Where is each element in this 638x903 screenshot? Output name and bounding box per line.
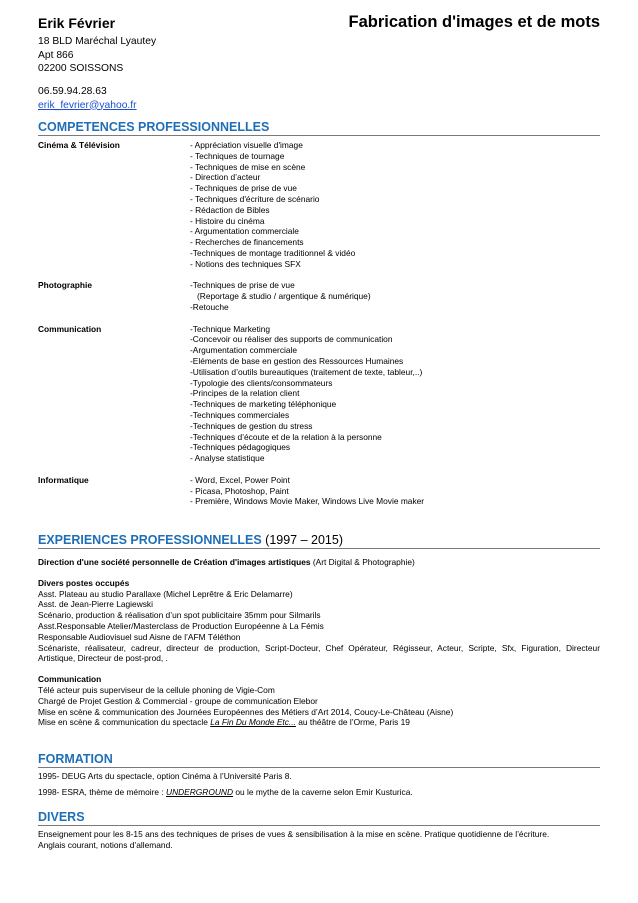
- exp-text: Mise en scène & communication du spectacle: [38, 717, 211, 728]
- skill-item: -Techniques de prise de vue: [190, 280, 295, 291]
- person-name: Erik Février: [38, 15, 116, 31]
- skill-item: - Techniques de prise de vue: [190, 183, 297, 194]
- communication-block: [38, 674, 600, 728]
- skill-item: - Techniques d'écriture de scénario: [190, 193, 320, 204]
- experience-period: (1997 – 2015): [265, 533, 343, 547]
- skill-items: [190, 324, 600, 464]
- skill-item: - Techniques de mise en scène: [190, 161, 306, 172]
- divers-section: [38, 810, 600, 851]
- address-line: 02200 SOISSONS: [38, 63, 124, 74]
- skill-items: [190, 475, 600, 507]
- show-title: La Fin Du Monde Etc...: [210, 717, 296, 728]
- skill-item: - Techniques de tournage: [190, 150, 285, 161]
- skill-item: - Picasa, Photoshop, Paint: [190, 485, 289, 496]
- company-line: [38, 557, 600, 568]
- document-title: Fabrication d'images et de mots: [348, 13, 600, 31]
- skill-category: Photographie: [38, 280, 92, 291]
- divers-line: Enseignement pour les 8-15 ans des techniques de prises de vues & sensibilisation à la mise en scène. Pratique quotidienne de l’écriture.: [38, 829, 550, 839]
- company-name: Direction d'une société personnelle de Création d'images artistiques: [38, 557, 311, 567]
- skill-item: -Techniques de marketing téléphonique: [190, 399, 337, 410]
- skill-item: - Histoire du cinéma: [190, 215, 265, 226]
- phone-number: 06.59.94.28.63: [38, 86, 107, 97]
- experiences-section: [38, 533, 600, 728]
- section-title-divers: DIVERS: [38, 810, 600, 826]
- formation-body: [38, 771, 600, 798]
- skill-item: -Techniques de montage traditionnel & vidéo: [190, 247, 356, 258]
- exp-line: Asst. de Jean-Pierre Lagiewski: [38, 599, 153, 610]
- skill-category: Communication: [38, 323, 102, 334]
- skill-category: Informatique: [38, 474, 89, 485]
- exp-line: Asst.Responsable Atelier/Masterclass de Production Européenne à La Fémis: [38, 620, 324, 631]
- skill-item: -Concevoir ou réaliser des supports de communication: [190, 334, 393, 345]
- skill-item: -Typologie des clients/consommateurs: [190, 377, 333, 388]
- skill-item: - Argumentation commerciale: [190, 226, 299, 237]
- skill-item: - Appréciation visuelle d'image: [190, 140, 303, 150]
- skill-item: -Techniques pédagogiques: [190, 442, 291, 453]
- skill-item: - Notions des techniques SFX: [190, 258, 301, 269]
- competences-section: [38, 120, 600, 507]
- skill-item: -Argumentation commerciale: [190, 345, 298, 356]
- skill-items: [190, 280, 600, 312]
- cv-page: [38, 0, 600, 850]
- skills-list: [38, 140, 600, 507]
- header: [38, 0, 600, 120]
- divers-body: [38, 829, 600, 851]
- exp-roles-line: Scénariste, réalisateur, cadreur, directeur de production, Script-Docteur, Chef Opérateur, Régisseur, Acteur, Scripte, Sfx, Figuration, Directeur Artistique, Directeur de post-prod, .: [38, 642, 600, 664]
- skill-item: - Rédaction de Bibles: [190, 204, 270, 215]
- skill-item: -Retouche: [190, 301, 229, 312]
- section-title-formation: FORMATION: [38, 752, 600, 768]
- exp-line: Responsable Audiovisuel sud Aisne de l’AFM Téléthon: [38, 631, 241, 642]
- contact-block: [38, 85, 137, 112]
- postal-address: [38, 35, 156, 76]
- exp-line: Mise en scène & communication des Journées Européennes des Métiers d’Art 2014, Coucy-Le-Château (Aisne): [38, 706, 454, 717]
- skill-item: - Première, Windows Movie Maker, Windows Live Movie maker: [190, 496, 425, 507]
- divers-postes-title: Divers postes occupés: [38, 577, 130, 588]
- exp-line: Chargé de Projet Gestion & Commercial - groupe de communication Elebor: [38, 695, 318, 706]
- skill-item: - Word, Excel, Power Point: [190, 474, 290, 485]
- skill-group: [38, 280, 600, 312]
- skill-item: - Direction d’acteur: [190, 172, 261, 183]
- exp-text: au théâtre de l’Orme, Paris 19: [295, 717, 410, 728]
- divers-line: Anglais courant, notions d’allemand.: [38, 839, 173, 850]
- skill-group: [38, 324, 600, 464]
- skill-group: [38, 475, 600, 507]
- section-title-competences: COMPETENCES PROFESSIONNELLES: [38, 120, 600, 136]
- communication-title: Communication: [38, 674, 102, 685]
- skill-item: -Techniques de gestion du stress: [190, 420, 313, 431]
- exp-line: Asst. Plateau au studio Parallaxe (Michel Leprêtre & Eric Delamarre): [38, 588, 293, 599]
- formation-section: [38, 752, 600, 803]
- divers-postes-block: [38, 578, 600, 664]
- section-title-experiences: [38, 533, 600, 549]
- thesis-title: UNDERGROUND: [166, 786, 234, 797]
- address-line: Apt 866: [38, 49, 74, 61]
- skill-item: -Utilisation d’outils bureautiques (traitement de texte, tableur,..): [190, 366, 423, 377]
- skill-item: - Recherches de financements: [190, 237, 304, 248]
- skill-item: -Techniques commerciales: [190, 409, 290, 420]
- exp-line: Télé acteur puis superviseur de la cellule phoning de Vigie-Com: [38, 684, 275, 695]
- skill-category: Cinéma & Télévision: [38, 140, 120, 150]
- skill-item: -Techniques d’écoute et de la relation à la personne: [190, 431, 382, 442]
- skill-item: (Reportage & studio / argentique & numérique): [190, 291, 371, 302]
- skill-item: -Eléments de base en gestion des Ressources Humaines: [190, 355, 404, 366]
- company-detail: (Art Digital & Photographie): [312, 557, 415, 567]
- skill-item: -Principes de la relation client: [190, 388, 300, 399]
- exp-line: Scénario, production & réalisation d’un spot publicitaire 35mm pour Silmarils: [38, 610, 321, 621]
- formation-text: 1998- ESRA, thème de mémoire :: [38, 786, 167, 797]
- email-link[interactable]: erik_fevrier@yahoo.fr: [38, 99, 137, 111]
- formation-text: ou le mythe de la caverne selon Emir Kusturica.: [233, 786, 413, 797]
- formation-line: 1995- DEUG Arts du spectacle, option Cinéma à l’Université Paris 8.: [38, 771, 292, 781]
- exp-line: [38, 717, 600, 728]
- skill-item: -Technique Marketing: [190, 323, 271, 334]
- skill-items: [190, 140, 600, 270]
- address-line: 18 BLD Maréchal Lyautey: [38, 36, 157, 47]
- formation-line: [38, 787, 600, 798]
- skill-group: [38, 140, 600, 270]
- skill-item: - Analyse statistique: [190, 453, 265, 464]
- section-title-text: EXPERIENCES PROFESSIONNELLES: [38, 533, 262, 547]
- experience-body: [38, 557, 600, 728]
